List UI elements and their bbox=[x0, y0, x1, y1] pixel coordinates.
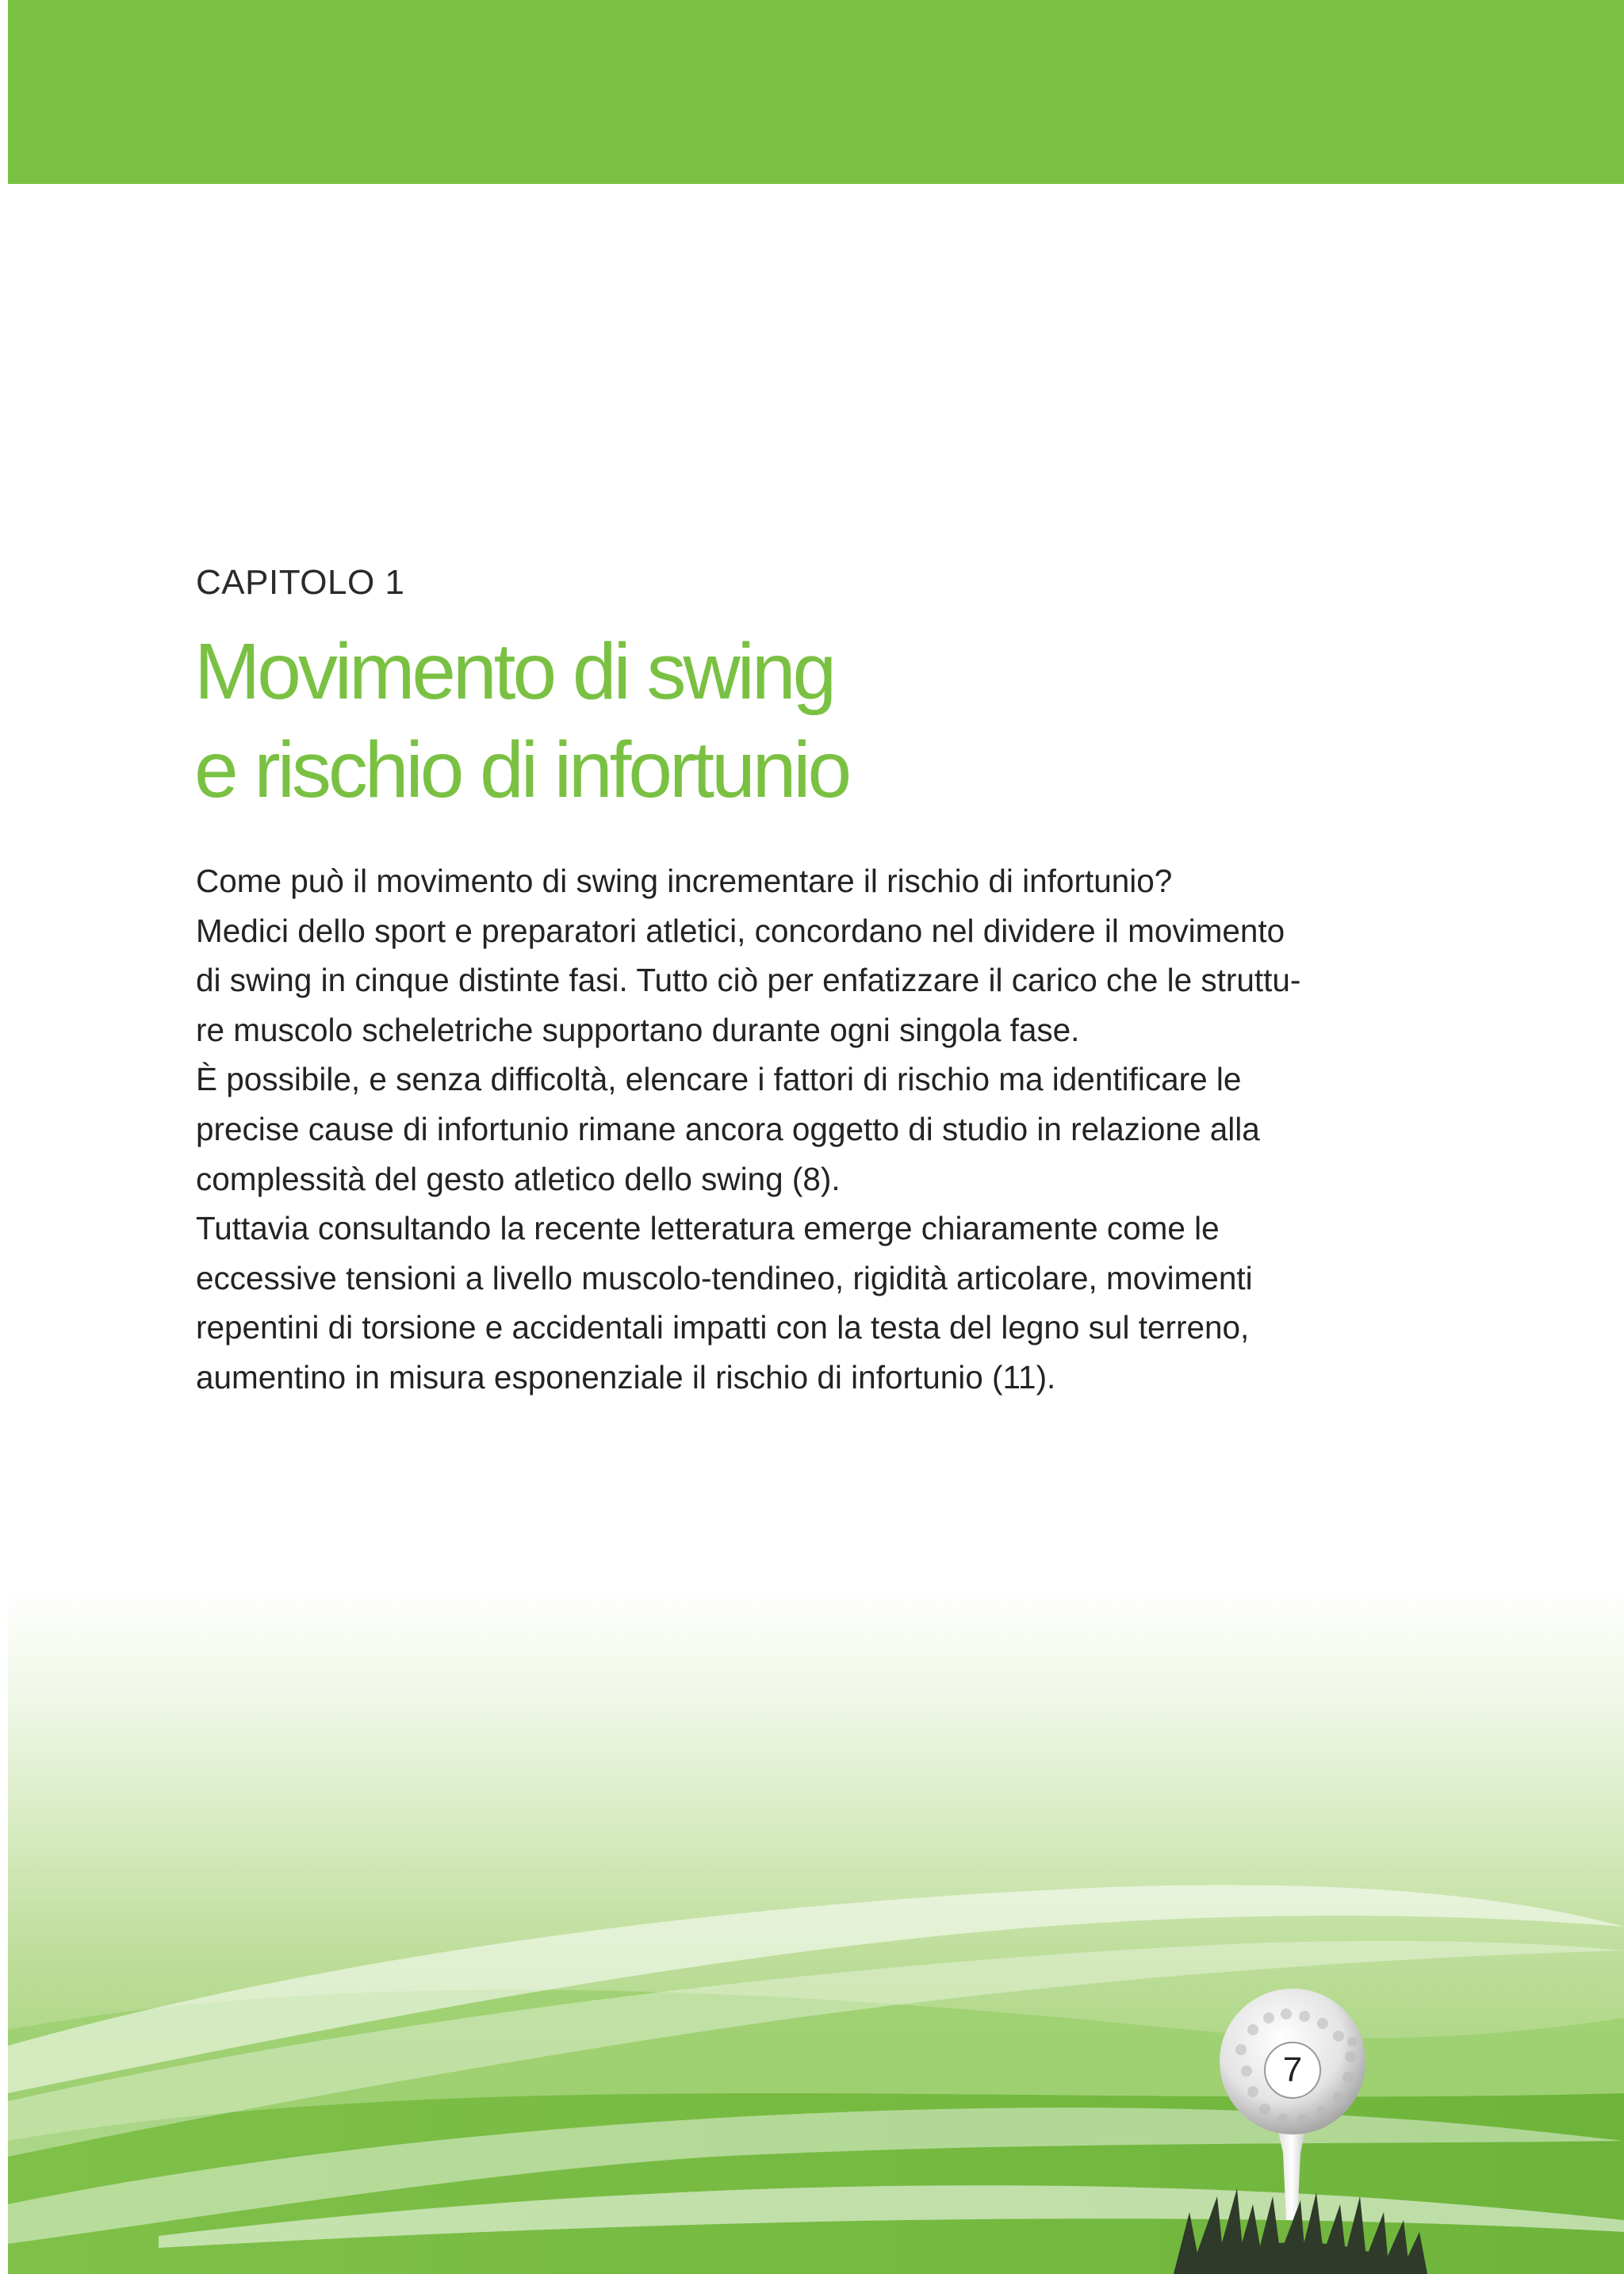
body-line: complessità del gesto atletico dello swing (8). bbox=[196, 1160, 841, 1197]
green-wave-background bbox=[0, 1586, 1624, 2274]
chapter-title-line-2: e rischio di infortunio bbox=[194, 725, 849, 814]
body-paragraph bbox=[196, 856, 1480, 1403]
body-line: eccessive tensioni a livello muscolo-tendineo, rigidità articolare, movimenti bbox=[196, 1259, 1253, 1296]
body-line: repentini di torsione e accidentali impatti con la testa del legno sul terreno, bbox=[196, 1309, 1250, 1346]
body-line: Tuttavia consultando la recente letteratura emerge chiaramente come le bbox=[196, 1210, 1220, 1247]
body-line: Medici dello sport e preparatori atletici, concordano nel dividere il movimento bbox=[196, 912, 1285, 949]
chapter-title bbox=[194, 622, 848, 819]
body-line: aumentino in misura esponenziale il rischio di infortunio (11). bbox=[196, 1358, 1056, 1395]
chapter-label: CAPITOLO 1 bbox=[196, 563, 405, 602]
body-line: re muscolo scheletriche supportano durante ogni singola fase. bbox=[196, 1011, 1080, 1048]
page-number: 7 bbox=[1264, 2042, 1321, 2099]
chapter-title-line-1: Movimento di swing bbox=[194, 627, 834, 716]
body-line: Come può il movimento di swing incrementare il rischio di infortunio? bbox=[196, 863, 1173, 899]
body-line: di swing in cinque distinte fasi. Tutto ciò per enfatizzare il carico che le struttu- bbox=[196, 962, 1301, 999]
body-line: precise cause di infortunio rimane ancora oggetto di studio in relazione alla bbox=[196, 1110, 1260, 1147]
body-line: È possibile, e senza difficoltà, elencare i fattori di rischio ma identificare le bbox=[196, 1061, 1242, 1098]
header-green-band bbox=[8, 0, 1624, 184]
